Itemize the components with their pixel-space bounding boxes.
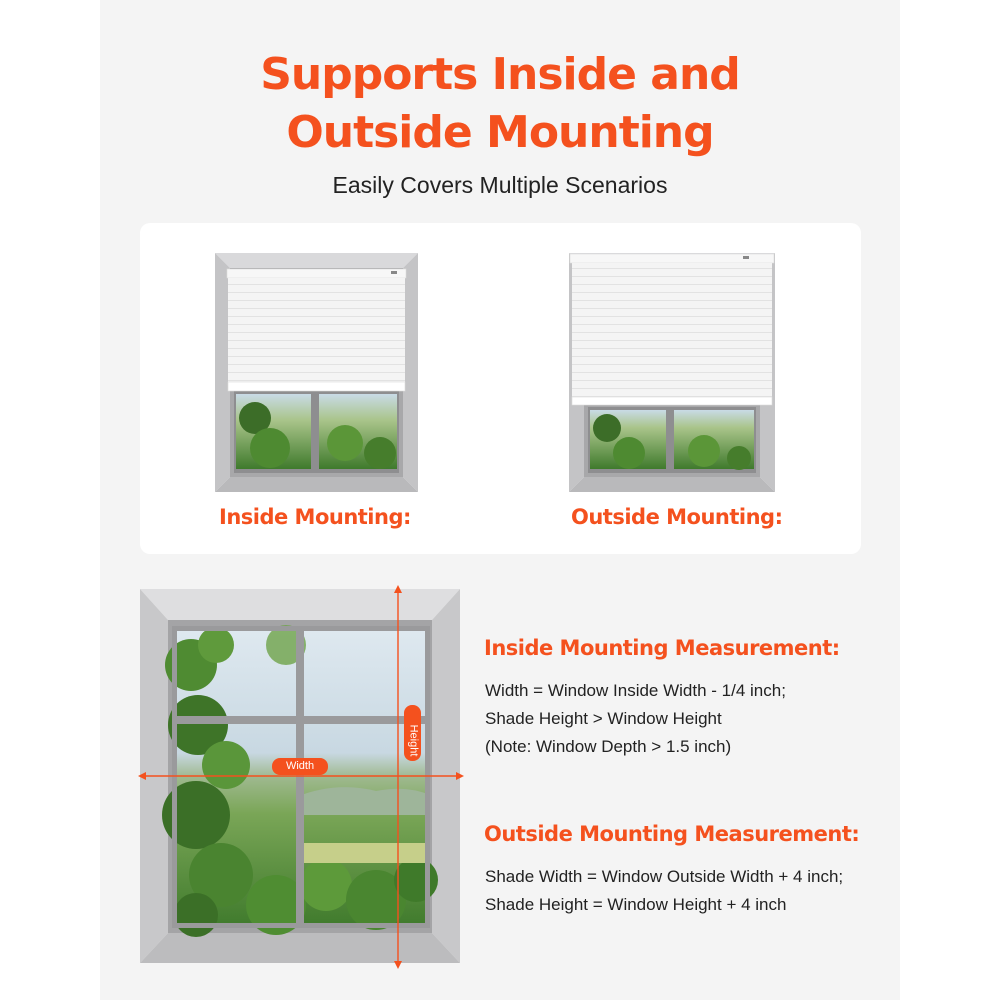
inside-measurement-title: Inside Mounting Measurement: [484,636,840,660]
width-label: Width [285,760,315,772]
inside-measurement-line-1: Width = Window Inside Width - 1/4 inch; [485,681,786,700]
headline-line-1: Supports Inside and [260,49,740,100]
window-measurement-diagram [136,585,466,970]
outside-measurement-line-1: Shade Width = Window Outside Width + 4 inch; [485,867,844,886]
inside-measurement-line-3: (Note: Window Depth > 1.5 inch) [485,737,732,756]
outside-measurement-line-2: Shade Height = Window Height + 4 inch [485,895,787,914]
headline [100,46,900,162]
height-label: Height [407,724,420,757]
outside-measurement-title: Outside Mounting Measurement: [484,822,860,846]
outside-mounting-illustration [569,253,775,492]
subtitle: Easily Covers Multiple Scenarios [332,172,668,198]
inside-mounting-illustration [215,253,418,492]
headline-line-2: Outside Mounting [286,107,714,158]
inside-measurement-line-2: Shade Height > Window Height [485,709,722,728]
inside-mounting-label: Inside Mounting: [219,505,411,529]
outside-mounting-label: Outside Mounting: [571,505,783,529]
